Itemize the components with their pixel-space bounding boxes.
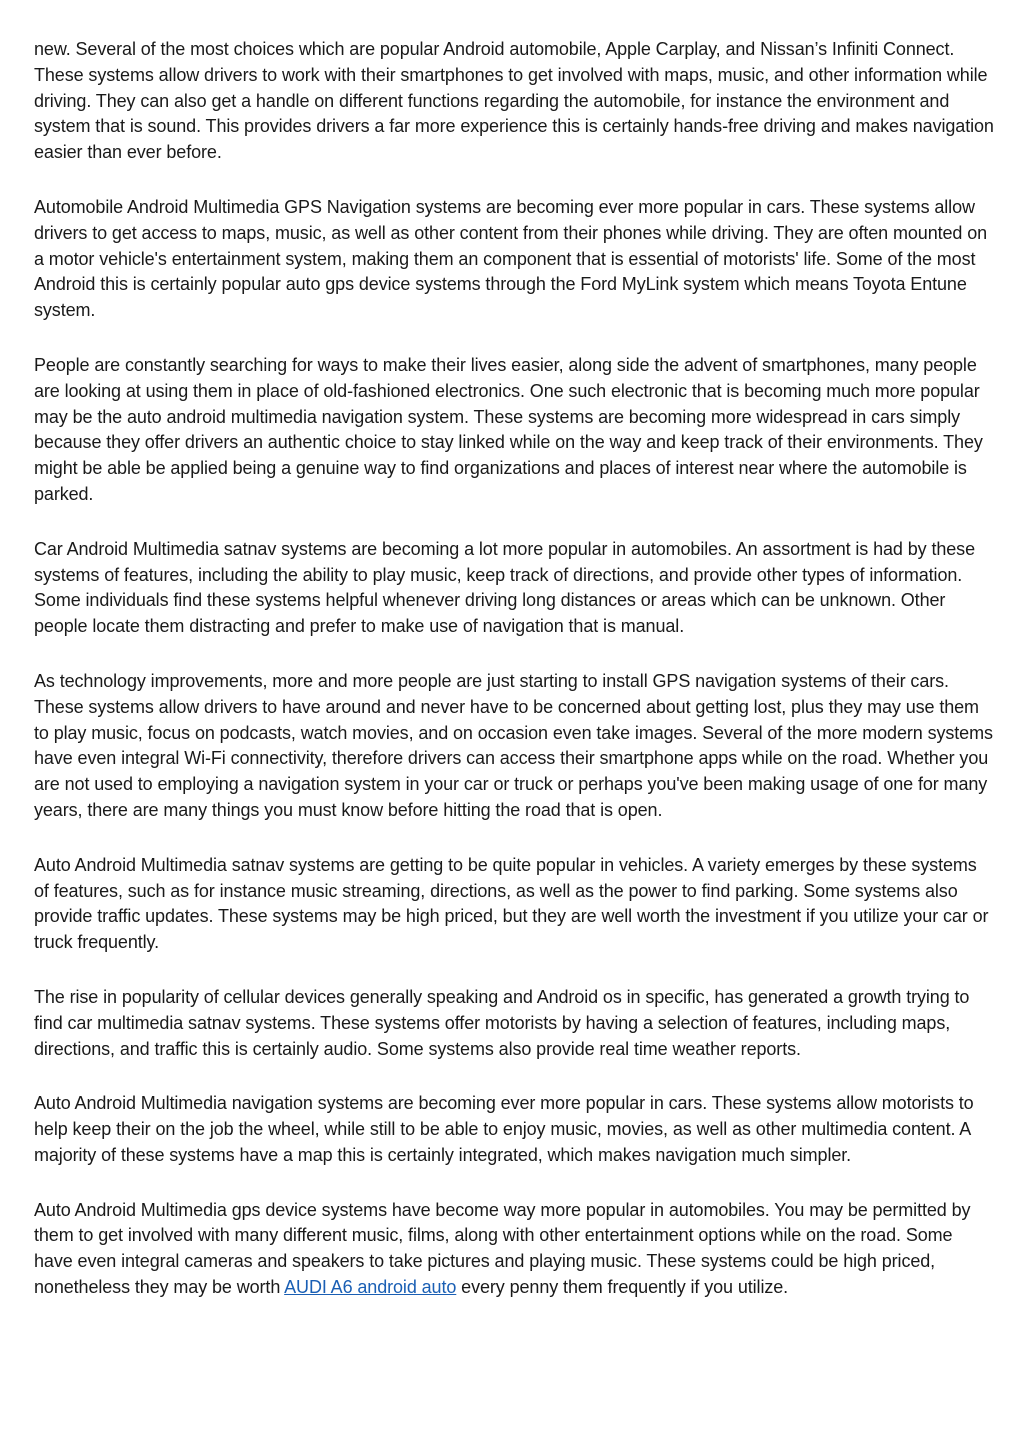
- paragraph-3: People are constantly searching for ways to make their lives easier, along side the advent of smartphones, many people are looking at using them in place of old-fashioned electronics. One such electronic that is becoming much more popular may be the auto android multimedia navigation system. These systems are becoming more widespread in cars simply because they offer drivers an authentic choice to stay linked while on the way and keep track of their environments. They might be able be applied being a genuine way to find organizations and places of interest near where the automobile is parked.: [34, 354, 983, 504]
- paragraph-7: The rise in popularity of cellular devices generally speaking and Android os in specific, has generated a growth trying to find car multimedia satnav systems. These systems offer motorists by having a selection of features, including maps, directions, and traffic this is certainly audio. Some systems also provide real time weather reports.: [34, 986, 970, 1059]
- paragraph-6: Auto Android Multimedia satnav systems are getting to be quite popular in vehicles. A variety emerges by these systems of features, such as for instance music streaming, directions, as well as the power to find parking. Some systems also provide traffic updates. These systems may be high priced, but they are well worth the investment if you utilize your car or truck frequently.: [34, 854, 989, 953]
- paragraph-9-text-after-link: every penny them frequently if you utilize.: [456, 1277, 789, 1298]
- paragraph-9-text-before-link: Auto Android Multimedia gps device systems have become way more popular in automobiles. You may be permitted by them to get involved with many different music, films, along with other entertainment options while on the road. Some have even integral cameras and speakers to take pictures and playing music. These systems could be high priced, nonetheless they may be worth: [34, 1199, 971, 1298]
- paragraph-1: new. Several of the most choices which are popular Android automobile, Apple Carplay, and Nissan’s Infiniti Connect. These systems allow drivers to work with their smartphones to get involved with maps, music, and other information while driving. They can also get a handle on different functions regarding the automobile, for instance the environment and system that is sound. This provides drivers a far more experience this is certainly hands-free driving and makes navigation easier than ever before.: [34, 39, 994, 163]
- paragraph-4: Car Android Multimedia satnav systems are becoming a lot more popular in automobiles. An assortment is had by these systems of features, including the ability to play music, keep track of directions, and provide other types of information. Some individuals find these systems helpful whenever driving long distances or areas which can be unknown. Other people locate them distracting and prefer to make use of navigation that is manual.: [34, 538, 975, 637]
- paragraph-2: Automobile Android Multimedia GPS Navigation systems are becoming ever more popular in cars. These systems allow drivers to get access to maps, music, as well as other content from their phones while driving. They are often mounted on a motor vehicle's entertainment system, making them an component that is essential of motorists' life. Some of the most Android this is certainly popular auto gps device systems through the Ford MyLink system which means Toyota Entune system.: [34, 196, 988, 321]
- audi-a6-android-auto-link[interactable]: AUDI A6 android auto: [284, 1277, 457, 1298]
- paragraph-8: Auto Android Multimedia navigation systems are becoming ever more popular in cars. These systems allow motorists to help keep their on the job the wheel, while still to be able to enjoy music, movies, as well as other multimedia content. A majority of these systems have a map this is certainly integrated, which makes navigation much simpler.: [34, 1093, 974, 1165]
- paragraph-9: [34, 1198, 994, 1301]
- paragraph-5: As technology improvements, more and more people are just starting to install GPS navigation systems of their cars. These systems allow drivers to have around and never have to be concerned about getting lost, plus they may use them to play music, focus on podcasts, watch movies, and on occasion even take images. Several of the more modern systems have even integral Wi-Fi connectivity, therefore drivers can access their smartphone apps while on the road. Whether you are not used to employing a navigation system in your car or truck or perhaps you've been making usage of one for many years, there are many things you must know before hitting the road that is open.: [34, 670, 993, 820]
